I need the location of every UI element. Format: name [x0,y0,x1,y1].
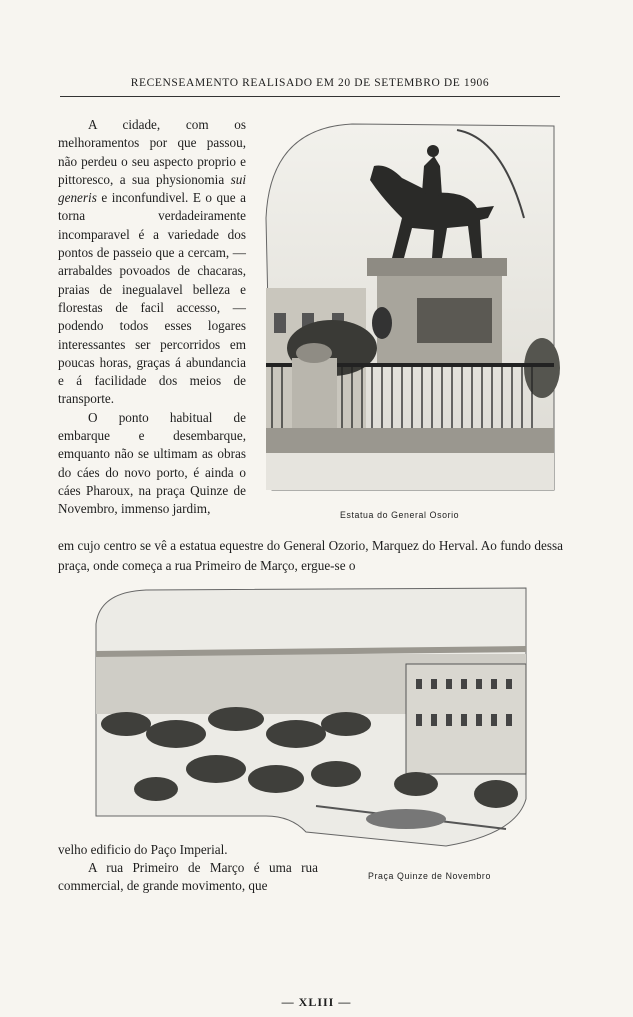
running-header: RECENSEAMENTO REALISADO EM 20 DE SETEMBRO DE 1906 [130,77,490,89]
paragraph-3: A rua Primeiro de Março é uma rua commercial, de grande movimento, que [58,860,318,893]
paragraph-2-start: O ponto habitual de embarque e desembarque, emquanto não se ultimam as obras do cáes do novo porto, é ainda o cáes Pharoux, na praça Quinze de Novembro, immenso jardim, [58,409,246,517]
square-caption: Praça Quinze de Novembro [368,871,491,881]
statue-caption: Estatua do General Osorio [340,510,460,520]
paragraph-2-end: velho edificio do Paço Imperial. [58,842,228,857]
paragraph-2-continued: em cujo centro se vê a estatua equestre do General Ozorio, Marquez do Herval. Ao fundo dessa praça, onde começa a rua Primeiro de Março, ergue-se o [58,538,563,573]
paragraph-1: A cidade, com os melhoramentos por que passou, não perdeu o seu aspecto proprio e pittoresco, a sua physionomia sui generis e inconfundivel. E o que a torna verdadeiramente incomparavel é a variedade dos pontos de passeio que a cercam, —arrabaldes povoados de chacaras, praias de inegualavel belleza e florestas de facil accesso, — podendo todos esses logares interessantes ser percorridos em poucas horas, graças á abundancia e á facilidade dos meios de transporte. [58,117,246,407]
square-photo [86,584,532,864]
left-column [58,116,246,519]
page-number: — XLIII — [281,995,352,1009]
header-rule [60,96,560,97]
statue-photo [262,118,562,496]
bottom-text [58,841,318,895]
